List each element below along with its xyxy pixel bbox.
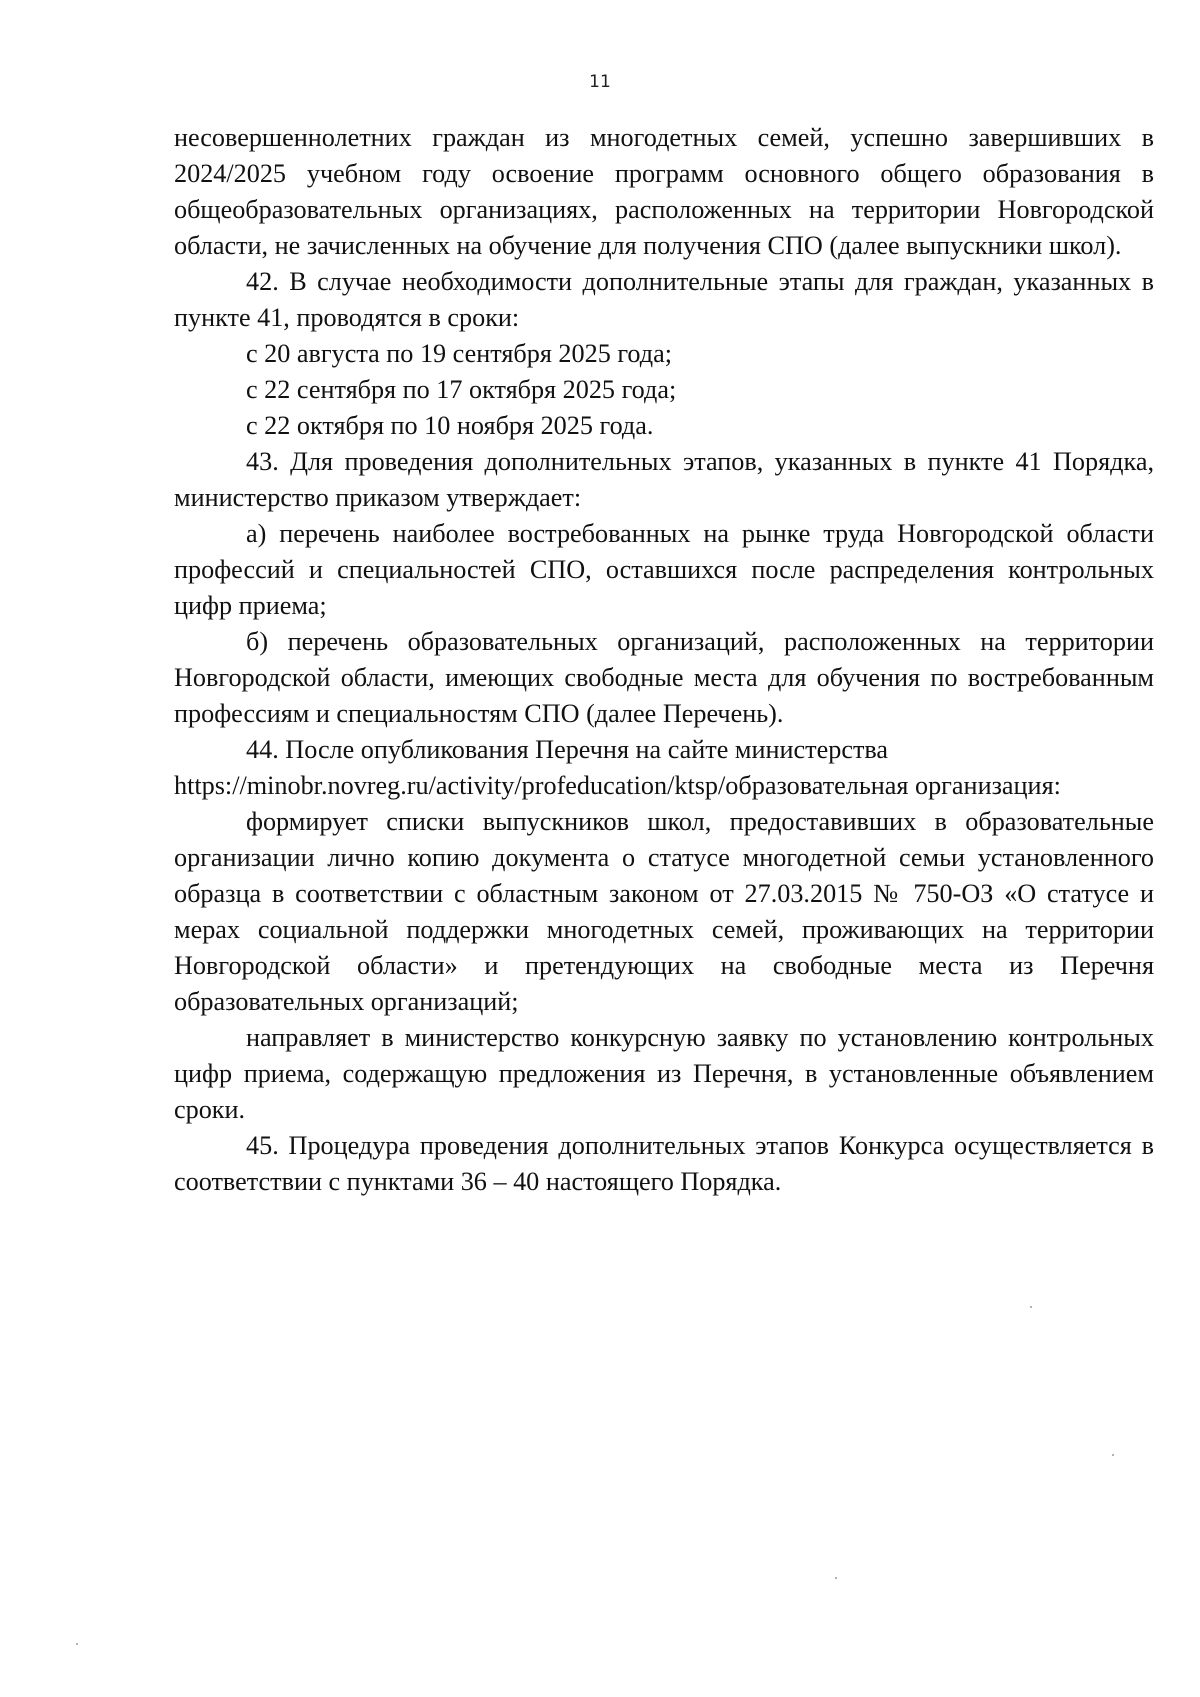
paragraph-42-date-2: с 22 сентября по 17 октября 2025 года; <box>246 375 677 404</box>
paragraph-43-b: б) перечень образовательных организаций, расположенных на территории Новгородской области, имеющих свободные места для обучения по востребованным профессиям и специальностям СПО (далее Перечень). <box>174 627 1154 728</box>
paragraph-43-a: а) перечень наиболее востребованных на рынке труда Новгородской области профессий и специальностей СПО, оставшихся после распределения контрольных цифр приема; <box>174 519 1154 620</box>
paragraph-43: 43. Для проведения дополнительных этапов, указанных в пункте 41 Порядка, министерство приказом утверждает: <box>174 447 1154 512</box>
paragraph-42-date-3: с 22 октября по 10 ноября 2025 года. <box>246 411 654 440</box>
scan-speck <box>76 1643 78 1645</box>
document-body <box>174 120 1154 1200</box>
scan-speck <box>835 1577 837 1579</box>
paragraph-continuation: несовершеннолетних граждан из многодетных семей, успешно завершивших в 2024/2025 учебном году освоение программ основного общего образования в общеобразовательных организациях, расположенных на территории Новгородской области, не зачисленных на обучение для получения СПО (далее выпускники школ). <box>174 123 1154 260</box>
scan-speck <box>1112 1454 1114 1456</box>
paragraph-44-line-1: 44. После опубликования Перечня на сайте министерства <box>246 735 889 764</box>
paragraph-45: 45. Процедура проведения дополнительных этапов Конкурса осуществляется в соответствии с пунктами 36 – 40 настоящего Порядка. <box>174 1131 1154 1196</box>
page-number: 11 <box>589 72 611 92</box>
paragraph-42: 42. В случае необходимости дополнительные этапы для граждан, указанных в пункте 41, проводятся в сроки: <box>174 267 1154 332</box>
scan-speck <box>1030 1306 1032 1308</box>
paragraph-44-item-2: направляет в министерство конкурсную заявку по установлению контрольных цифр приема, содержащую предложения из Перечня, в установленные объявлением сроки. <box>174 1023 1154 1124</box>
paragraph-44-url-line: https://minobr.novreg.ru/activity/profeducation/ktsp/образовательная организация: <box>174 771 1061 800</box>
paragraph-42-date-1: с 20 августа по 19 сентября 2025 года; <box>246 339 672 368</box>
paragraph-44-item-1: формирует списки выпускников школ, предоставивших в образовательные организации лично копию документа о статусе многодетной семьи установленного образца в соответствии с областным законом от 27.03.2015 № 750-ОЗ «О статусе и мерах социальной поддержки многодетных семей, проживающих на территории Новгородской области» и претендующих на свободные места из Перечня образовательных организаций; <box>174 807 1154 1016</box>
